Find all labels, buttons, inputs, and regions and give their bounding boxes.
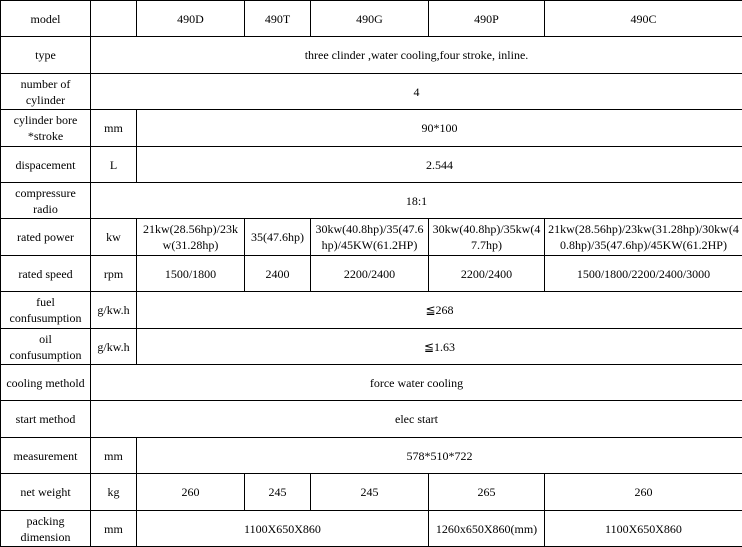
packing-unit: mm xyxy=(91,511,137,547)
start-label: start method xyxy=(1,401,91,438)
bore-value: 90*100 xyxy=(137,110,742,147)
cylinders-value: 4 xyxy=(91,74,742,110)
speed-490t: 2400 xyxy=(245,256,311,292)
start-value: elec start xyxy=(91,401,742,438)
fuel-unit: g/kw.h xyxy=(91,292,137,329)
measurement-label: measurement xyxy=(1,438,91,474)
fuel-value: ≦268 xyxy=(137,292,742,329)
speed-490c: 1500/1800/2200/2400/3000 xyxy=(545,256,742,292)
speed-490g: 2200/2400 xyxy=(311,256,429,292)
power-490p: 30kw(40.8hp)/35kw(47.7hp) xyxy=(429,219,545,256)
oil-label: oil confusumption xyxy=(1,329,91,365)
oil-value: ≦1.63 xyxy=(137,329,742,365)
cylinders-row xyxy=(1,74,742,110)
cylinders-label: number of cylinder xyxy=(1,74,91,110)
packing-490p: 1260x650X860(mm) xyxy=(429,511,545,547)
weight-490g: 245 xyxy=(311,474,429,511)
model-490d-header: 490D xyxy=(137,1,245,37)
packing-490d-490g: 1100X650X860 xyxy=(137,511,429,547)
measurement-row xyxy=(1,438,742,474)
oil-unit: g/kw.h xyxy=(91,329,137,365)
measurement-unit: mm xyxy=(91,438,137,474)
measurement-value: 578*510*722 xyxy=(137,438,742,474)
type-label: type xyxy=(1,37,91,74)
power-490g: 30kw(40.8hp)/35(47.6hp)/45KW(61.2HP) xyxy=(311,219,429,256)
model-490t-header: 490T xyxy=(245,1,311,37)
fuel-label: fuel confusumption xyxy=(1,292,91,329)
speed-unit: rpm xyxy=(91,256,137,292)
power-label: rated power xyxy=(1,219,91,256)
type-value: three clinder ,water cooling,four stroke, inline. xyxy=(91,37,742,74)
packing-row xyxy=(1,511,742,547)
weight-unit: kg xyxy=(91,474,137,511)
power-490c: 21kw(28.56hp)/23kw(31.28hp)/30kw(40.8hp)/35(47.6hp)/45KW(61.2HP) xyxy=(545,219,742,256)
oil-row xyxy=(1,329,742,365)
displacement-value: 2.544 xyxy=(137,147,742,183)
weight-490d: 260 xyxy=(137,474,245,511)
weight-row xyxy=(1,474,742,511)
header-label-cell: model xyxy=(1,1,91,37)
compression-value: 18:1 xyxy=(91,183,742,219)
bore-unit: mm xyxy=(91,110,137,147)
weight-490t: 245 xyxy=(245,474,311,511)
header-empty-cell xyxy=(91,1,137,37)
weight-490p: 265 xyxy=(429,474,545,511)
start-row xyxy=(1,401,742,438)
model-490g-header: 490G xyxy=(311,1,429,37)
speed-label: rated speed xyxy=(1,256,91,292)
power-490t: 35(47.6hp) xyxy=(245,219,311,256)
cooling-row xyxy=(1,365,742,401)
displacement-unit: L xyxy=(91,147,137,183)
header-row xyxy=(1,1,742,37)
weight-490c: 260 xyxy=(545,474,742,511)
power-490d: 21kw(28.56hp)/23kw(31.28hp) xyxy=(137,219,245,256)
compression-label: compressure radio xyxy=(1,183,91,219)
power-unit: kw xyxy=(91,219,137,256)
bore-row xyxy=(1,110,742,147)
packing-label: packing dimension xyxy=(1,511,91,547)
displacement-row xyxy=(1,147,742,183)
packing-490c: 1100X650X860 xyxy=(545,511,742,547)
speed-row xyxy=(1,256,742,292)
bore-label: cylinder bore *stroke xyxy=(1,110,91,147)
displacement-label: dispacement xyxy=(1,147,91,183)
cooling-label: cooling methold xyxy=(1,365,91,401)
model-490c-header: 490C xyxy=(545,1,742,37)
type-row xyxy=(1,37,742,74)
speed-490d: 1500/1800 xyxy=(137,256,245,292)
model-490p-header: 490P xyxy=(429,1,545,37)
cooling-value: force water cooling xyxy=(91,365,742,401)
compression-row xyxy=(1,183,742,219)
fuel-row xyxy=(1,292,742,329)
power-row xyxy=(1,219,742,256)
speed-490p: 2200/2400 xyxy=(429,256,545,292)
weight-label: net weight xyxy=(1,474,91,511)
